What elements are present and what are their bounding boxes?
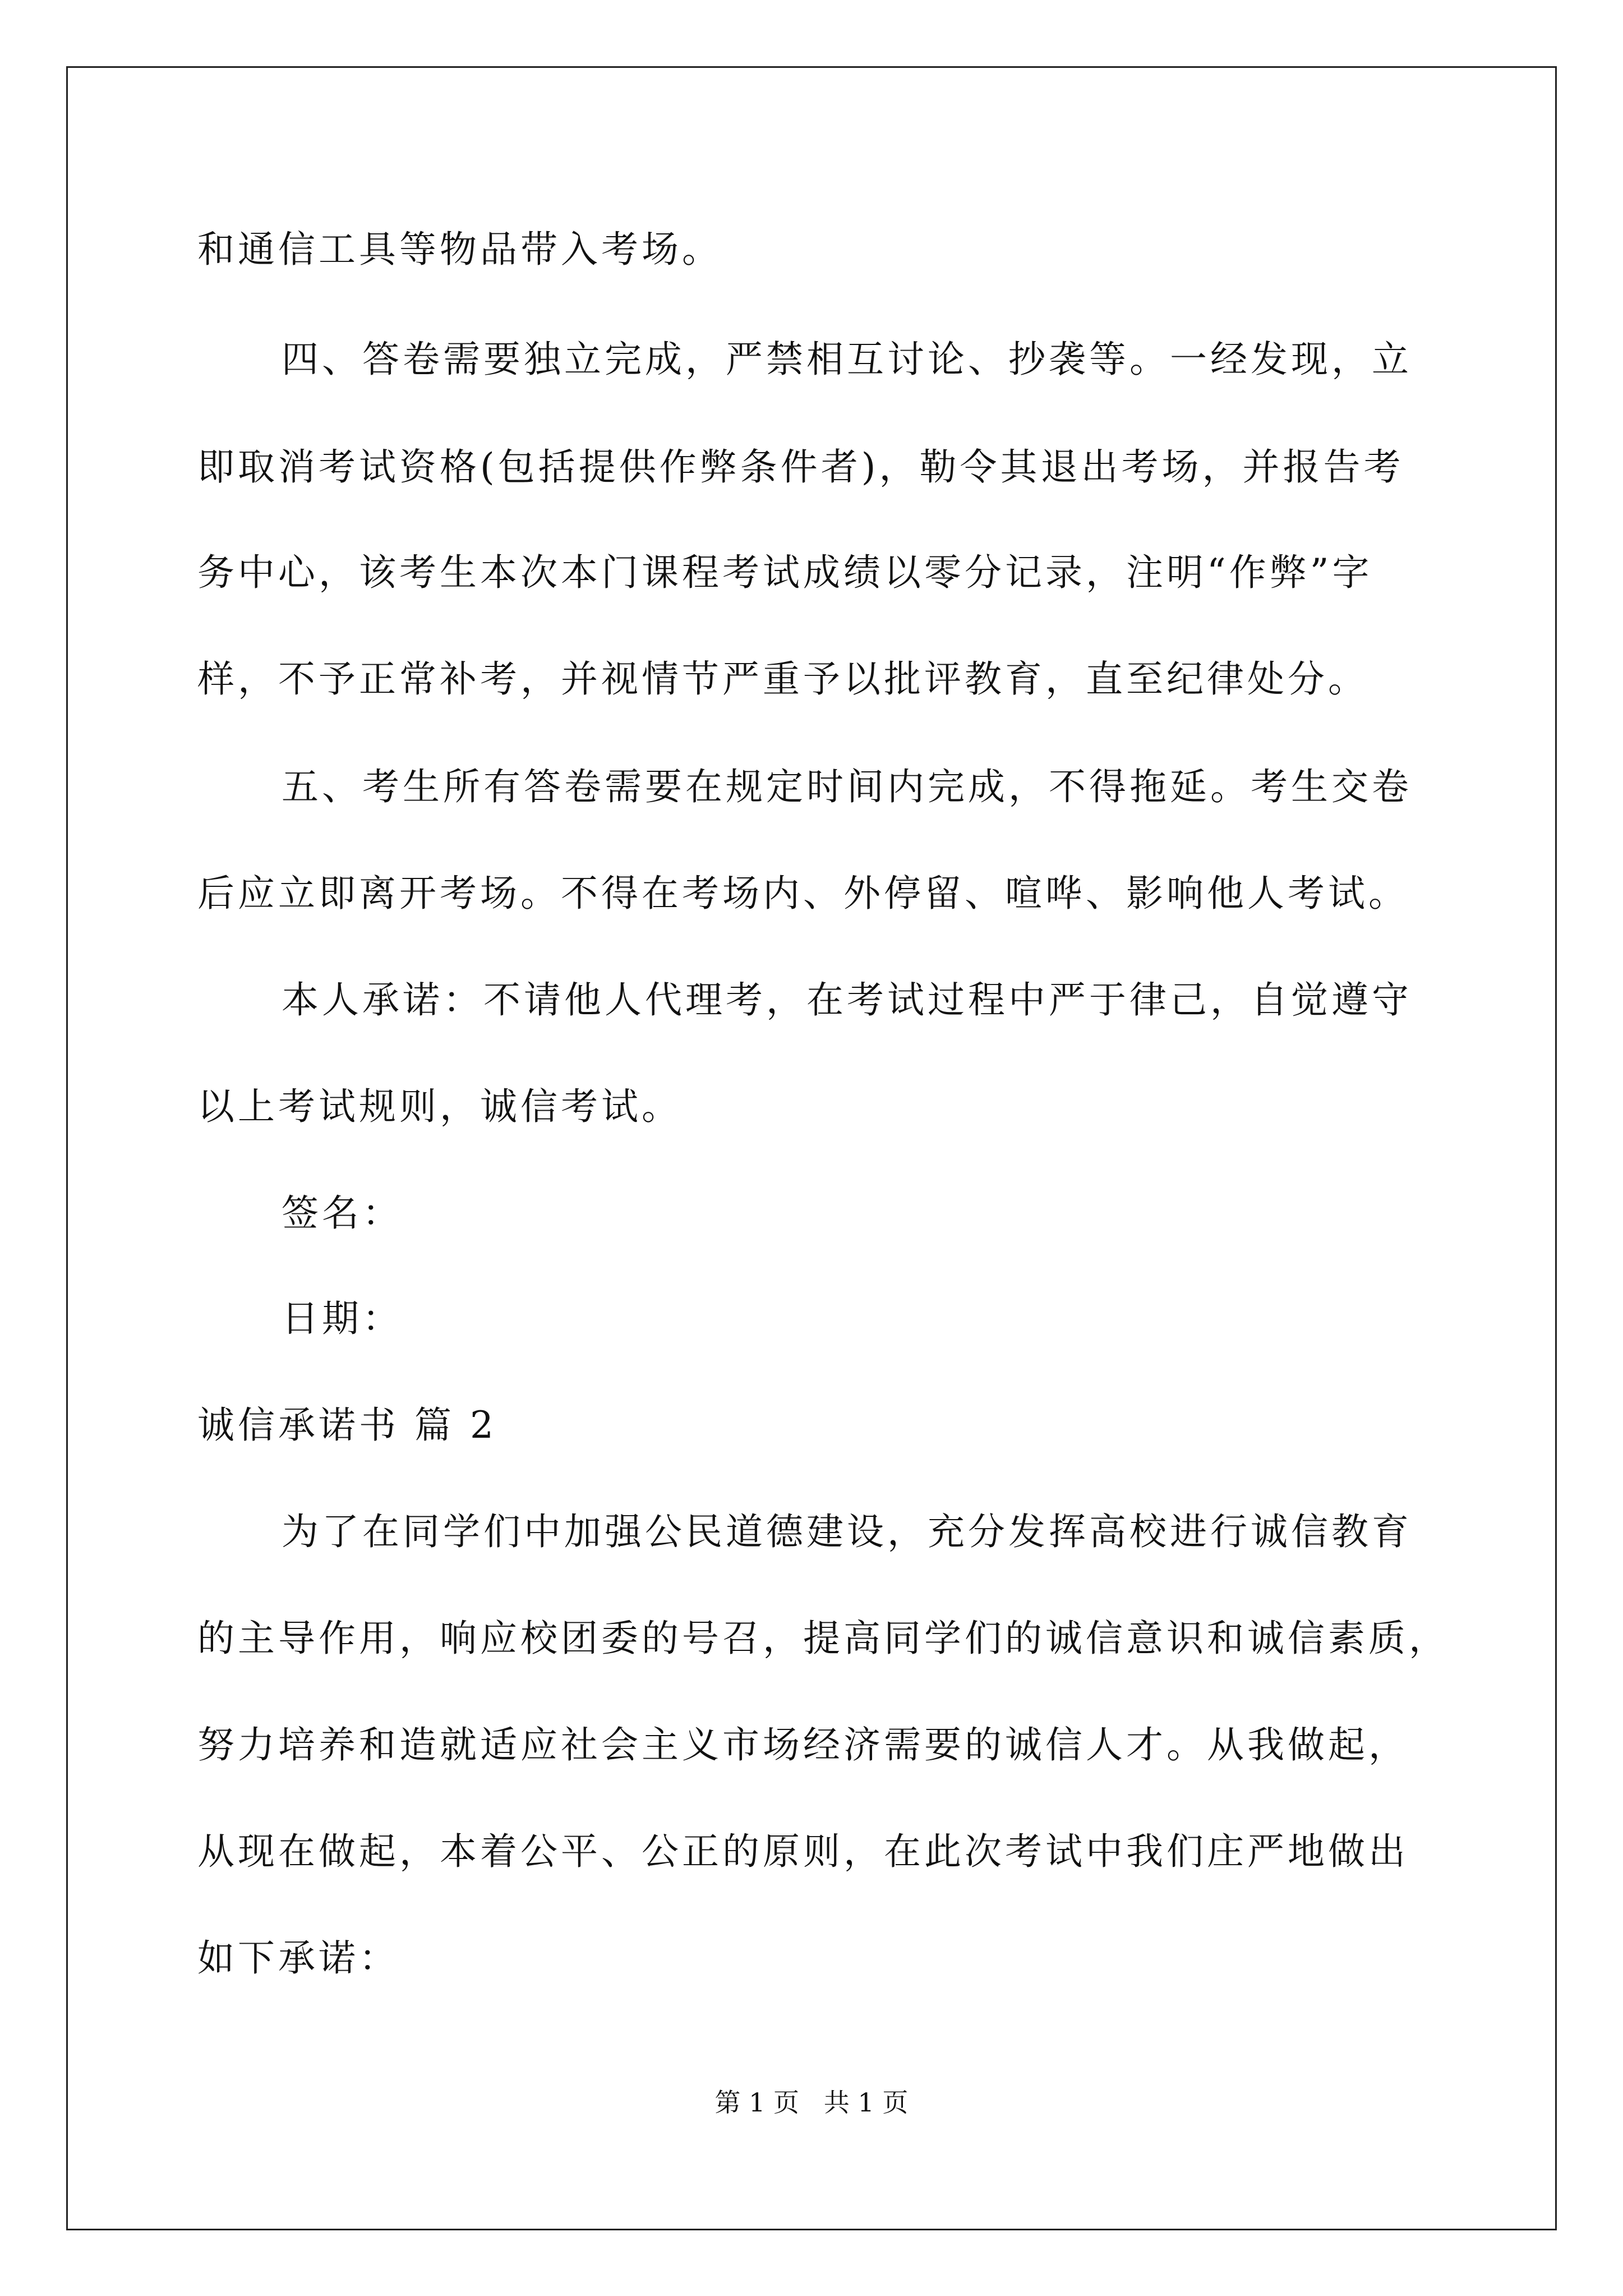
signature-label: 签名：: [282, 1191, 403, 1235]
text-line: 五、考生所有答卷需要在规定时间内完成，不得拖延。考生交卷: [282, 765, 1412, 808]
page-footer: 第 1 页 共 1 页: [714, 2087, 909, 2118]
text-line: 和通信工具等物品带入考场。: [197, 228, 722, 271]
text-line: 从现在做起，本着公平、公正的原则，在此次考试中我们庄严地做出: [197, 1830, 1409, 1873]
text-line: 努力培养和造就适应社会主义市场经济需要的诚信人才。从我做起，: [197, 1723, 1409, 1766]
text-line: 四、答卷需要独立完成，严禁相互讨论、抄袭等。一经发现，立: [282, 338, 1412, 381]
text-line: 的主导作用，响应校团委的号召，提高同学们的诚信意识和诚信素质，: [197, 1617, 1449, 1660]
text-line: 本人承诺：不请他人代理考，在考试过程中严于律己，自觉遵守: [282, 978, 1412, 1022]
section-heading: 诚信承诺书 篇 2: [197, 1404, 497, 1447]
text-line: 后应立即离开考场。不得在考场内、外停留、喧哗、影响他人考试。: [197, 872, 1409, 915]
date-label: 日期：: [282, 1297, 403, 1340]
text-line: 务中心，该考生本次本门课程考试成绩以零分记录，注明“作弊”字: [197, 551, 1373, 594]
text-line: 为了在同学们中加强公民道德建设，充分发挥高校进行诚信教育: [282, 1510, 1412, 1553]
text-line: 以上考试规则，诚信考试。: [197, 1085, 682, 1128]
page-border: [66, 66, 1557, 2230]
text-line: 如下承诺：: [197, 1936, 399, 1980]
text-line: 即取消考试资格(包括提供作弊条件者)，勒令其退出考场，并报告考: [197, 445, 1404, 489]
text-line: 样，不予正常补考，并视情节严重予以批评教育，直至纪律处分。: [197, 657, 1368, 701]
